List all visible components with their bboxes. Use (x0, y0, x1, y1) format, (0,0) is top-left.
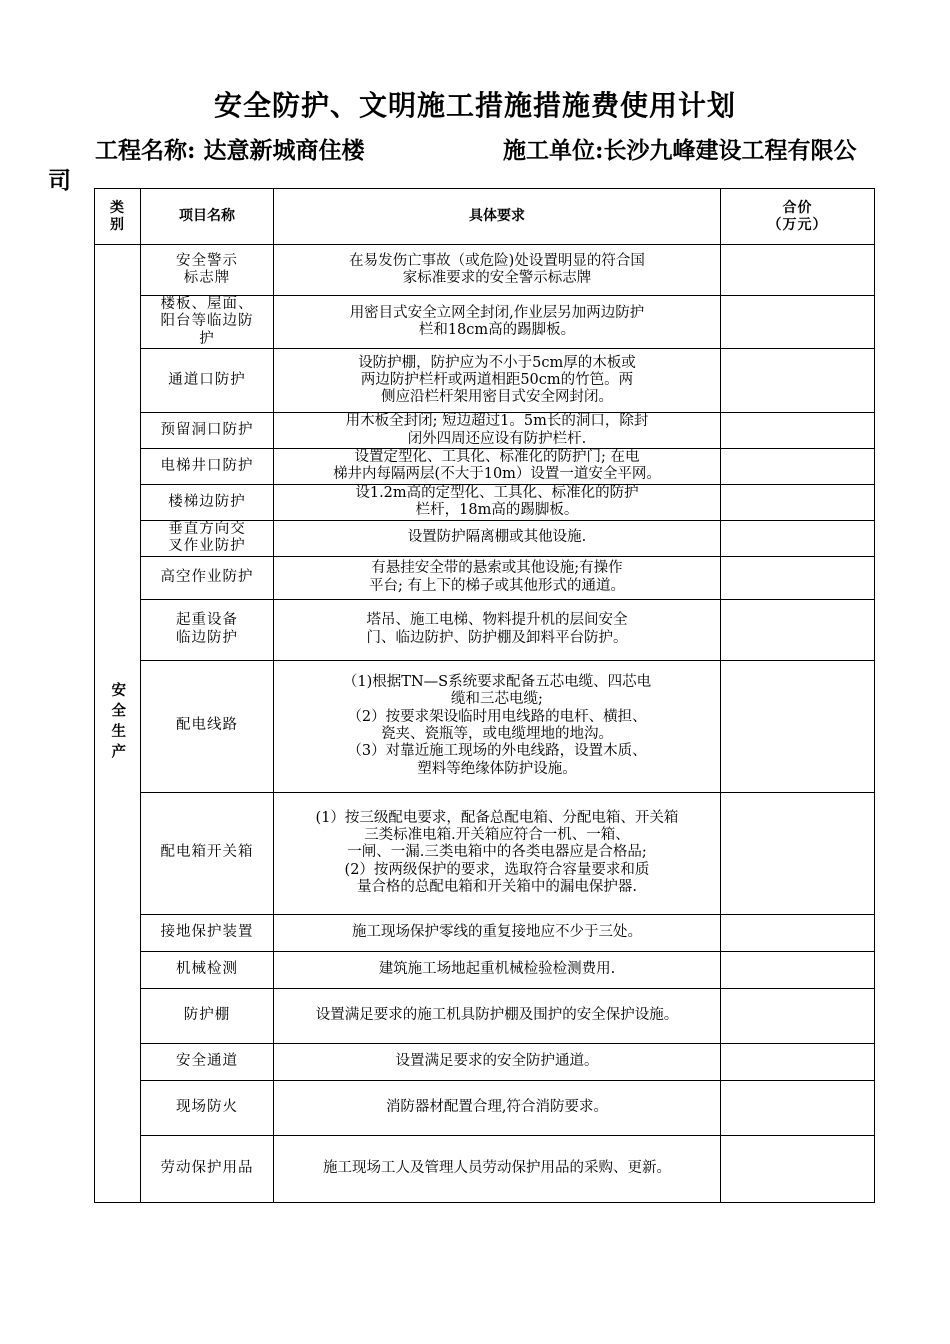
table-row (95, 1135, 875, 1202)
item-name-cell: 通道口防护 (141, 349, 274, 413)
requirement-cell: 设1.2m高的定型化、工具化、标准化的防护 栏杆，18m高的踢脚板。 (274, 484, 721, 520)
requirement-cell: 设防护棚，防护应为不小于5cm厚的木板或 两边防护栏杆或两道相距50cm的竹笆。两 侧应沿栏杆架用密目式安全网封闭。 (274, 349, 721, 413)
table-header-row (95, 189, 875, 245)
requirement-cell: 设置防护隔离棚或其他设施. (274, 520, 721, 556)
table-row (95, 988, 875, 1043)
category-cell: 安全生产 (95, 245, 141, 1203)
table-row (95, 413, 875, 449)
item-name-cell: 机械检测 (141, 951, 274, 988)
table-row (95, 520, 875, 556)
item-name-cell: 安全警示 标志牌 (141, 245, 274, 296)
header-price: 合价 （万元） (721, 189, 875, 245)
price-cell (721, 1080, 875, 1135)
requirement-cell: (1）按三级配电要求，配备总配电箱、分配电箱、开关箱 三类标准电箱.开关箱应符合一机、一箱、 一闸、一漏.三类电箱中的各类电器应是合格品; (2）按两级保护的要求，选取符合容量要求和质 量合格的总配电箱和开关箱中的漏电保护器. (274, 792, 721, 914)
requirement-cell: 用木板全封闭; 短边超过1。5m长的洞口，除封 闭外四周还应设有防护栏杆. (274, 413, 721, 449)
price-cell (721, 792, 875, 914)
item-name-cell: 高空作业防护 (141, 556, 274, 599)
requirement-cell: 在易发伤亡事故（或危险)处设置明显的符合国 家标准要求的安全警示标志牌 (274, 245, 721, 296)
requirement-cell: 施工现场工人及管理人员劳动保护用品的采购、更新。 (274, 1135, 721, 1202)
construction-unit: 施工单位:长沙九峰建设工程有限公 (503, 137, 857, 164)
table-row (95, 448, 875, 484)
item-name-cell: 楼板、屋面、 阳台等临边防 护 (141, 296, 274, 349)
price-cell (721, 951, 875, 988)
requirement-cell: 设置满足要求的施工机具防护棚及围护的安全保护设施。 (274, 988, 721, 1043)
item-name-cell: 现场防火 (141, 1080, 274, 1135)
item-name-cell: 楼梯边防护 (141, 484, 274, 520)
requirement-cell: 用密目式安全立网全封闭,作业层另加两边防护 栏和18cm高的踢脚板。 (274, 296, 721, 349)
table-row (95, 484, 875, 520)
header-item: 项目名称 (141, 189, 274, 245)
table-row (95, 1080, 875, 1135)
requirement-cell: （1)根据TN—S系统要求配备五芯电缆、四芯电 缆和三芯电缆; （2）按要求架设临时用电线路的电杆、横担、 瓷夹、瓷瓶等，或电缆埋地的地沟。 （3）对靠近施工现场的外电线路，设置木质、 塑料等绝缘体防护设施。 (274, 660, 721, 792)
document-title: 安全防护、文明施工措施措施费使用计划 (213, 89, 736, 122)
requirement-cell: 建筑施工场地起重机械检验检测费用. (274, 951, 721, 988)
price-cell (721, 914, 875, 951)
requirement-cell: 塔吊、施工电梯、物料提升机的层间安全 门、临边防护、防护棚及卸料平台防护。 (274, 599, 721, 660)
requirement-cell: 设置满足要求的安全防护通道。 (274, 1043, 721, 1080)
item-name-cell: 预留洞口防护 (141, 413, 274, 449)
requirement-cell: 施工现场保护零线的重复接地应不少于三处。 (274, 914, 721, 951)
table-row (95, 914, 875, 951)
price-cell (721, 1043, 875, 1080)
price-cell (721, 245, 875, 296)
item-name-cell: 配电线路 (141, 660, 274, 792)
price-cell (721, 296, 875, 349)
item-name-cell: 接地保护装置 (141, 914, 274, 951)
item-name-cell: 配电箱开关箱 (141, 792, 274, 914)
requirement-cell: 设置定型化、工具化、标准化的防护门; 在电 梯井内每隔两层(不大于10m）设置一道安全平网。 (274, 448, 721, 484)
item-name-cell: 防护棚 (141, 988, 274, 1043)
price-cell (721, 448, 875, 484)
price-cell (721, 988, 875, 1043)
item-name-cell: 垂直方向交 叉作业防护 (141, 520, 274, 556)
item-name-cell: 电梯井口防护 (141, 448, 274, 484)
header-category: 类 别 (95, 189, 141, 245)
header-requirement: 具体要求 (274, 189, 721, 245)
table-row (95, 792, 875, 914)
price-cell (721, 660, 875, 792)
item-name-cell: 劳动保护用品 (141, 1135, 274, 1202)
project-name: 工程名称: 达意新城商住楼 (95, 137, 365, 164)
price-cell (721, 349, 875, 413)
table-body (95, 245, 875, 1203)
item-name-cell: 起重设备 临边防护 (141, 599, 274, 660)
price-cell (721, 484, 875, 520)
price-cell (721, 556, 875, 599)
requirement-cell: 消防器材配置合理,符合消防要求。 (274, 1080, 721, 1135)
cost-plan-table (94, 188, 875, 1203)
table-row (95, 599, 875, 660)
table-row (95, 556, 875, 599)
item-name-cell: 安全通道 (141, 1043, 274, 1080)
requirement-cell: 有悬挂安全带的悬索或其他设施;有操作 平台; 有上下的梯子或其他形式的通道。 (274, 556, 721, 599)
table-row (95, 245, 875, 296)
table-row (95, 1043, 875, 1080)
table-row (95, 660, 875, 792)
price-cell (721, 1135, 875, 1202)
price-cell (721, 520, 875, 556)
table-row (95, 349, 875, 413)
construction-unit-wrap: 司 (48, 167, 71, 194)
table-row (95, 951, 875, 988)
price-cell (721, 599, 875, 660)
table-row (95, 296, 875, 349)
price-cell (721, 413, 875, 449)
